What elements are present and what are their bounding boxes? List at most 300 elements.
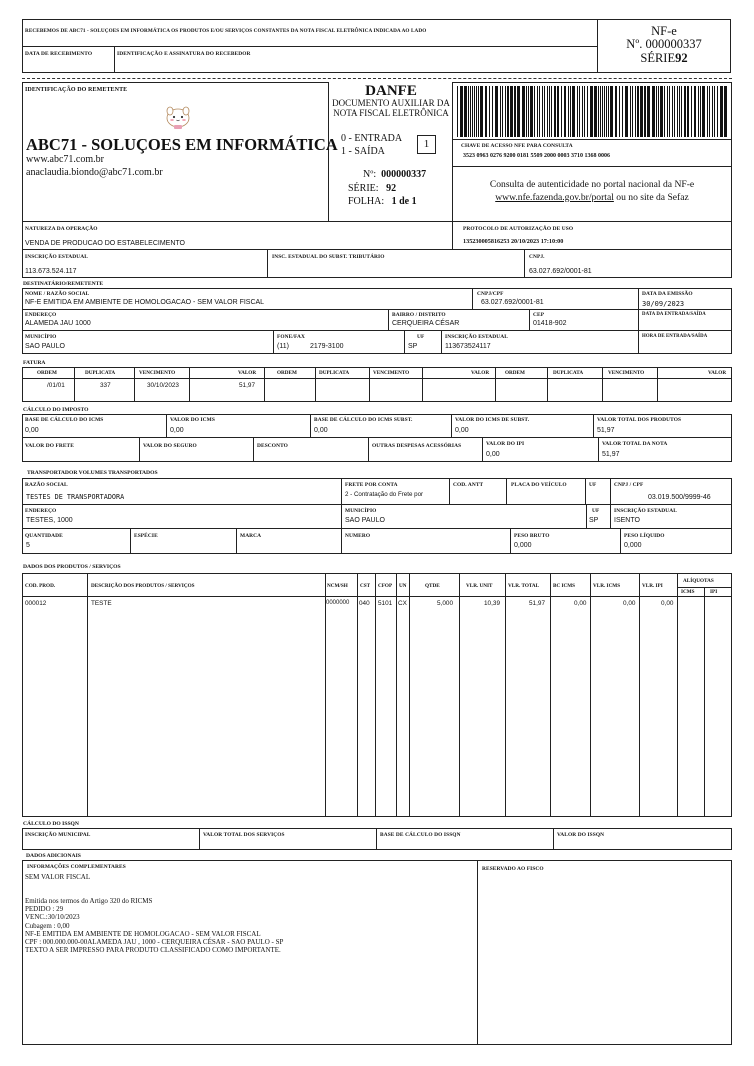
transp-placa-label: PLACA DO VEÍCULO	[511, 482, 567, 488]
produtos-col-divider	[325, 574, 326, 816]
dest-cep-box	[529, 309, 639, 331]
barcode-bar	[544, 86, 545, 137]
dest-endereco-value: ALAMEDA JAU 1000	[25, 320, 91, 327]
danfe-subtitle2: NOTA FISCAL ELETRÔNICA	[333, 108, 449, 118]
total-prod-label: VALOR TOTAL DOS PRODUTOS	[597, 417, 682, 423]
info-line	[25, 881, 283, 889]
barcode-bar	[724, 86, 727, 137]
iest-label: INSC. ESTADUAL DO SUBST. TRIBUTÁRIO	[272, 254, 385, 260]
transp-peso-bruto-value: 0,000	[514, 542, 532, 549]
ie-label: INSCRIÇÃO ESTADUAL	[25, 254, 88, 260]
base-st-label: BASE DE CÁLCULO DO ICMS SUBST.	[314, 417, 413, 423]
produtos-col-divider	[550, 574, 551, 816]
barcode-bar	[505, 86, 506, 137]
barcode-bar	[517, 86, 520, 137]
barcode-bar	[637, 86, 639, 137]
transp-cnpj-value: 03.019.500/9999-46	[648, 494, 711, 501]
outras-label: OUTRAS DESPESAS ACESSÓRIAS	[372, 443, 462, 449]
barcode-bar	[664, 86, 665, 137]
barcode-bar	[485, 86, 487, 137]
issqn-valor-label: VALOR DO ISSQN	[557, 832, 605, 838]
dest-cnpj-label: CNPJ/CPF	[477, 291, 504, 297]
produtos-col-divider	[396, 574, 397, 816]
barcode-bar	[570, 86, 571, 137]
barcode-bar	[635, 86, 636, 137]
identificacao-box	[114, 46, 598, 73]
consulta-line2	[453, 192, 731, 203]
danfe-serie: 92	[386, 183, 397, 194]
barcode-bar	[600, 86, 601, 137]
transp-numero-box	[341, 528, 511, 554]
protocolo-box	[452, 221, 732, 250]
prod-h-desc: DESCRIÇÃO DOS PRODUTOS / SERVIÇOS	[91, 583, 195, 589]
barcode-bar	[608, 86, 609, 137]
transp-frete-value: 2 - Contratação do Frete por	[345, 491, 424, 498]
danfe-subtitle1: DOCUMENTO AUXILIAR DA	[332, 98, 450, 108]
fatura-col-divider	[495, 368, 496, 401]
barcode-bar	[547, 86, 548, 137]
dest-endereco-label: ENDEREÇO	[25, 312, 57, 318]
barcode-bar	[619, 86, 620, 137]
info-line: TEXTO A SER IMPRESSO PARA PRODUTO CLASSIFICADO COMO IMPORTANTE.	[25, 945, 281, 954]
produtos-col-divider	[704, 587, 705, 816]
dest-uf-box	[404, 330, 442, 354]
fatura-h-valor-2: VALOR	[471, 370, 490, 376]
barcode-bar	[549, 86, 550, 137]
prod-qtde: 5,000	[437, 600, 453, 607]
issqn-total-box	[199, 828, 377, 850]
ipi-label: VALOR DO IPI	[486, 441, 525, 447]
prod-desc: TESTE	[91, 600, 112, 607]
transp-uf-box	[585, 478, 611, 505]
nfe-canhoto-numero: Nº. 000000337	[626, 37, 702, 51]
produtos-col-divider	[505, 574, 506, 816]
imposto-section: CÁLCULO DO IMPOSTO	[23, 407, 89, 413]
barcode-bar	[557, 86, 559, 137]
barcode-bar	[615, 86, 617, 137]
transp-peso-bruto-box	[510, 528, 621, 554]
barcode-bar	[691, 86, 692, 137]
info-line: VENC.:30/10/2023	[25, 913, 80, 922]
transp-numero-label: NUMERO	[345, 533, 371, 539]
base-st-value: 0,00	[314, 427, 328, 434]
fatura-h-ordem-3: ORDEM	[505, 370, 525, 376]
ie-value: 113.673.524.117	[25, 268, 77, 275]
danfe-title: DANFE	[365, 83, 417, 99]
info-line: Emitida nos termos do Artigo 320 do RICMS	[25, 897, 153, 906]
consulta-line1: Consulta de autenticidade no portal nacional da NF-e	[489, 179, 695, 190]
destinatario-section: DESTINATÁRIO/REMETENTE	[23, 281, 104, 287]
base-st-box	[310, 414, 452, 438]
danfe-folha-label: FOLHA:	[348, 196, 385, 207]
adicionais-section: DADOS ADICIONAIS	[26, 853, 81, 859]
prod-vicms: 0,00	[623, 600, 636, 607]
barcode-bar	[702, 86, 705, 137]
cnpj-emit-box	[524, 249, 732, 278]
fatura-h-duplicata-3: DUPLICATA	[553, 370, 584, 376]
dest-ie-value: 113673524117	[445, 343, 491, 350]
dest-fone-box	[273, 330, 405, 354]
ie-box	[22, 249, 268, 278]
barcode-bar	[561, 86, 562, 137]
produtos-col-divider	[590, 574, 591, 816]
valor-st-value: 0,00	[455, 427, 469, 434]
barcode-bar	[674, 86, 675, 137]
transp-municipio-value: SAO PAULO	[345, 517, 385, 524]
info-line: SEM VALOR FISCAL	[25, 873, 91, 881]
consulta-link[interactable]: www.nfe.fazenda.gov.br/portal	[495, 192, 614, 203]
dest-cep-value: 01418-902	[533, 320, 567, 327]
emitente-nome: ABC71 - SOLUÇOES EM INFORMÁTICA	[26, 135, 338, 154]
barcode-bar	[656, 86, 657, 137]
barcode-bar	[700, 86, 701, 137]
dest-municipio-value: SAO PAULO	[25, 343, 65, 350]
barcode-divider	[453, 139, 731, 140]
prod-h-vipi: VLR. IPI	[642, 583, 663, 589]
transp-peso-liq-box	[620, 528, 732, 554]
barcode-bar	[709, 86, 710, 137]
fatura-h-vencimento-2: VENCIMENTO	[373, 370, 410, 376]
dest-bairro-label: BAIRRO / DISTRITO	[392, 312, 446, 318]
nfe-canhoto-serie	[598, 51, 730, 66]
danfe-box	[329, 82, 453, 222]
prod-bcicms: 0,00	[574, 600, 587, 607]
protocolo-value: 135230005816253 20/10/2023 17:10:00	[463, 238, 564, 245]
total-nota-label: VALOR TOTAL DA NOTA	[602, 441, 668, 447]
produtos-col-divider	[677, 574, 678, 816]
barcode-bar	[717, 86, 718, 137]
prod-h-aicms: ICMS	[681, 589, 695, 595]
dest-cnpj-value: 63.027.692/0001-81	[481, 299, 544, 306]
transp-ie-box	[610, 504, 732, 529]
barcode-bar	[522, 86, 525, 137]
danfe-saida: 1 - SAÍDA	[341, 146, 385, 157]
barcode-bar	[712, 86, 713, 137]
dest-hora-box	[638, 330, 732, 354]
valor-icms-value: 0,00	[170, 427, 184, 434]
produtos-col-divider	[87, 574, 88, 816]
prod-h-vunit: VLR. UNIT	[466, 583, 493, 589]
ipi-box	[482, 437, 599, 462]
barcode-bar	[684, 86, 686, 137]
cnpj-emit-label: CNPJ.	[529, 254, 545, 260]
barcode-bar	[660, 86, 663, 137]
prod-h-cfop: CFOP	[378, 583, 393, 589]
dest-fone-label: FONE/FAX	[277, 334, 305, 340]
transp-antt-box	[449, 478, 507, 505]
prod-vtotal: 51,97	[529, 600, 545, 607]
fatura-vencimento: 30/10/2023	[147, 382, 179, 389]
transp-marca-box	[236, 528, 342, 554]
transp-razao-value: TESTES DE TRANSPORTADORA	[26, 493, 125, 501]
prod-h-cst: CST	[360, 583, 371, 589]
barcode-bar	[457, 86, 458, 137]
barcode-bar	[694, 86, 696, 137]
barcode-bar	[687, 86, 689, 137]
barcode-bar	[604, 86, 605, 137]
fatura-ordem: /01/01	[47, 382, 65, 389]
barcode-bar	[500, 86, 501, 137]
fatura-col-divider	[657, 368, 658, 401]
barcode-bar	[510, 86, 513, 137]
barcode-bar	[464, 86, 467, 137]
barcode-bar	[579, 86, 580, 137]
transp-uf-label: UF	[589, 482, 597, 488]
fatura-col-divider	[134, 368, 135, 401]
dest-nome-value: NF-E EMITIDA EM AMBIENTE DE HOMOLOGACAO - SEM VALOR FISCAL	[25, 299, 265, 306]
produtos-table	[22, 573, 732, 817]
transp-razao-label: RAZÃO SOCIAL	[25, 482, 68, 488]
total-prod-box	[593, 414, 732, 438]
barcode-bar	[460, 86, 463, 137]
dest-bairro-box	[388, 309, 530, 331]
transp-frete-label: FRETE POR CONTA	[345, 482, 398, 488]
barcode-bar	[590, 86, 593, 137]
fatura-valor: 51,97	[239, 382, 255, 389]
barcode-bar	[652, 86, 655, 137]
total-prod-value: 51,97	[597, 427, 615, 434]
barcode-bar	[564, 86, 566, 137]
prod-ncm: 0000000	[326, 600, 350, 606]
dest-nome-label: NOME / RAZÃO SOCIAL	[25, 291, 90, 297]
barcode-bar	[602, 86, 603, 137]
transp-qtd-box	[22, 528, 131, 554]
barcode-bar	[470, 86, 471, 137]
valor-icms-label: VALOR DO ICMS	[170, 417, 215, 423]
fatura-header-divider	[23, 378, 731, 379]
prod-cfop: 5101	[378, 600, 393, 607]
reservado-fisco-label: RESERVADO AO FISCO	[482, 866, 544, 872]
transp-antt-label: COD. ANTT	[453, 482, 484, 488]
data-recebimento-box	[22, 46, 115, 73]
transp-qtd-value: 5	[26, 542, 30, 549]
danfe-folha: 1 de 1	[391, 196, 417, 207]
barcode-bar	[707, 86, 708, 137]
danfe-tipo-box	[417, 135, 436, 154]
fatura-col-divider	[74, 368, 75, 401]
barcode-bar	[476, 86, 477, 137]
dest-uf-label: UF	[417, 334, 425, 340]
transp-endereco-label: ENDEREÇO	[25, 508, 57, 514]
barcode-bar	[495, 86, 498, 137]
barcode-bar	[667, 86, 668, 137]
fatura-h-duplicata: DUPLICATA	[85, 370, 116, 376]
dest-entrada-box	[638, 309, 732, 331]
fatura-h-vencimento-3: VENCIMENTO	[608, 370, 645, 376]
total-nota-value: 51,97	[602, 451, 620, 458]
barcode-box	[452, 82, 732, 222]
prod-h-aliq: ALÍQUOTAS	[683, 578, 714, 584]
dest-ie-label: INSCRIÇÃO ESTADUAL	[445, 334, 508, 340]
fatura-col-divider	[369, 368, 370, 401]
barcode-bar	[489, 86, 490, 137]
produtos-section: DADOS DOS PRODUTOS / SERVIÇOS	[23, 564, 121, 570]
desconto-label: DESCONTO	[257, 443, 288, 449]
cnpj-emit-value: 63.027.692/0001-81	[529, 268, 592, 275]
barcode-bar	[468, 86, 469, 137]
dest-municipio-box	[22, 330, 274, 354]
fatura-col-divider	[602, 368, 603, 401]
dest-ie-box	[441, 330, 639, 354]
barcode-bar	[598, 86, 599, 137]
issqn-im-label: INSCRIÇÃO MUNICIPAL	[25, 832, 91, 838]
iest-box	[267, 249, 525, 278]
danfe-numero: 000000337	[381, 169, 427, 180]
barcode-bar	[625, 86, 628, 137]
canhoto-cut-line	[22, 78, 732, 79]
barcode-bar	[542, 86, 543, 137]
barcode-bar	[606, 86, 607, 137]
barcode-bar	[492, 86, 493, 137]
barcode-bar	[720, 86, 723, 137]
barcode-bar	[530, 86, 533, 137]
barcode-bar	[534, 86, 535, 137]
fatura-duplicata: 337	[100, 382, 111, 389]
dest-fone-ddd: (11)	[277, 343, 289, 350]
barcode-bar	[526, 86, 527, 137]
nfe-canhoto-serie-value: 92	[675, 51, 688, 65]
barcode-bar	[572, 86, 575, 137]
transp-uf2-label: UF	[592, 508, 600, 514]
transp-ie-label: INSCRIÇÃO ESTADUAL	[614, 508, 677, 514]
reservado-fisco-box	[477, 860, 732, 1045]
transp-uf2-box	[586, 504, 611, 529]
barcode-bar	[551, 86, 552, 137]
total-nota-box	[598, 437, 732, 462]
issqn-section: CÁLCULO DO ISSQN	[23, 821, 79, 827]
transp-placa-box	[506, 478, 586, 505]
nfe-canhoto-box	[597, 19, 731, 73]
barcode-bar	[582, 86, 583, 137]
barcode-bar	[514, 86, 516, 137]
produtos-col-divider	[409, 574, 410, 816]
identificacao-label: IDENTIFICAÇÃO E ASSINATURA DO RECEBEDOR	[117, 51, 251, 57]
issqn-valor-box	[553, 828, 732, 850]
seguro-label: VALOR DO SEGURO	[143, 443, 197, 449]
barcode-bar	[698, 86, 699, 137]
issqn-total-label: VALOR TOTAL DOS SERVIÇOS	[203, 832, 285, 838]
natureza-box	[22, 221, 453, 250]
barcode-bar	[644, 86, 646, 137]
fatura-table	[22, 367, 732, 402]
dest-nome-box	[22, 288, 473, 310]
barcode-bar	[640, 86, 643, 137]
emitente-box	[22, 82, 338, 222]
barcode-bar	[594, 86, 597, 137]
valor-icms-box	[166, 414, 311, 438]
issqn-im-box	[22, 828, 200, 850]
prod-h-ncm: NCM/SH	[327, 583, 348, 589]
emitente-site: www.abc71.com.br	[26, 154, 104, 165]
info-line: NF-E EMITIDA EM AMBIENTE DE HOMOLOGACAO - SEM VALOR FISCAL	[25, 929, 261, 938]
protocolo-label: PROTOCOLO DE AUTORIZAÇÃO DE USO	[463, 226, 574, 232]
barcode-bar	[587, 86, 588, 137]
info-complementares-box	[22, 860, 478, 1045]
transp-marca-label: MARCA	[240, 533, 262, 539]
transp-cnpj-box	[610, 478, 732, 505]
dest-fone-value: 2179-3100	[310, 343, 344, 350]
dest-emissao-box	[638, 288, 732, 310]
barcode-bar	[647, 86, 650, 137]
transportador-section: TRANSPORTADOR VOLUMES TRANSPORTADOS	[27, 470, 158, 476]
danfe-serie-label: SÉRIE:	[348, 183, 379, 194]
prod-h-vtotal: VLR. TOTAL	[508, 583, 540, 589]
info-line: PEDIDO : 29	[25, 905, 64, 914]
canhoto-box	[22, 19, 598, 47]
info-complementares-text	[25, 873, 283, 954]
natureza-value: VENDA DE PRODUCAO DO ESTABELECIMENTO	[25, 240, 185, 247]
prod-un: CX	[398, 600, 407, 607]
danfe-numero-row	[363, 169, 426, 180]
dest-uf-value: SP	[408, 343, 418, 350]
dest-cnpj-box	[472, 288, 639, 310]
transp-peso-bruto-label: PESO BRUTO	[514, 533, 550, 539]
barcode-bar	[672, 86, 673, 137]
transp-ie-value: ISENTO	[614, 517, 640, 524]
barcode-bar	[622, 86, 623, 137]
danfe-serie-row	[348, 183, 396, 194]
barcode-bar	[537, 86, 538, 137]
fatura-h-valor: VALOR	[238, 370, 257, 376]
aliquotas-divider	[677, 587, 731, 588]
barcode	[457, 86, 728, 137]
barcode-bar	[478, 86, 479, 137]
chave-value: 3523 0963 0276 9200 0181 5509 2000 0003 3710 1368 0006	[463, 153, 610, 159]
barcode-bar	[502, 86, 503, 137]
barcode-bar	[669, 86, 670, 137]
dest-endereco-box	[22, 309, 389, 331]
frete-box	[22, 437, 140, 462]
fatura-col-divider	[422, 368, 423, 401]
dest-municipio-label: MUNICÍPIO	[25, 334, 57, 340]
outras-box	[368, 437, 483, 462]
transp-uf2-value: SP	[589, 517, 599, 524]
barcode-bar	[472, 86, 473, 137]
barcode-bar	[568, 86, 569, 137]
barcode-bar	[507, 86, 509, 137]
danfe-entrada: 0 - ENTRADA	[341, 133, 403, 144]
dest-cep-label: CEP	[533, 312, 545, 318]
nfe-canhoto-label: NF-e	[651, 24, 677, 38]
dest-hora-label: HORA DE ENTRADA/SAÍDA	[642, 334, 708, 339]
issqn-base-box	[376, 828, 554, 850]
valor-st-box	[451, 414, 594, 438]
danfe-numero-label: Nº:	[363, 169, 377, 180]
prod-vunit: 10,39	[484, 600, 500, 607]
produtos-col-divider	[459, 574, 460, 816]
info-complementares-label: INFORMAÇÕES COMPLEMENTARES	[27, 864, 126, 870]
transp-frete-box	[341, 478, 450, 505]
canhoto-text: RECEBEMOS DE ABC71 - SOLUÇOES EM INFORMÁTICA OS PRODUTOS E/OU SERVIÇOS CONSTANTES DA NOTA FISCAL ELETRÔNICA INDICADA AO LADO	[25, 28, 427, 34]
barcode-bar	[681, 86, 682, 137]
barcode-bar	[528, 86, 529, 137]
nfe-canhoto-serie-label: SÉRIE	[640, 51, 676, 65]
danfe-folha-row	[348, 196, 417, 207]
fatura-h-vencimento: VENCIMENTO	[139, 370, 176, 376]
base-icms-box	[22, 414, 167, 438]
prod-cod: 000012	[25, 600, 47, 607]
emitente-header: IDENTIFICAÇÃO DO REMETENTE	[25, 87, 128, 93]
transp-peso-liq-value: 0,000	[624, 542, 642, 549]
produtos-col-divider	[375, 574, 376, 816]
info-line	[25, 889, 283, 897]
barcode-bar	[630, 86, 631, 137]
prod-h-vicms: VLR. ICMS	[593, 583, 621, 589]
dest-emissao-value: 30/09/2023	[642, 300, 685, 308]
barcode-bar	[632, 86, 633, 137]
barcode-bar	[584, 86, 585, 137]
info-line: Cubagem : 0,00	[25, 921, 70, 930]
